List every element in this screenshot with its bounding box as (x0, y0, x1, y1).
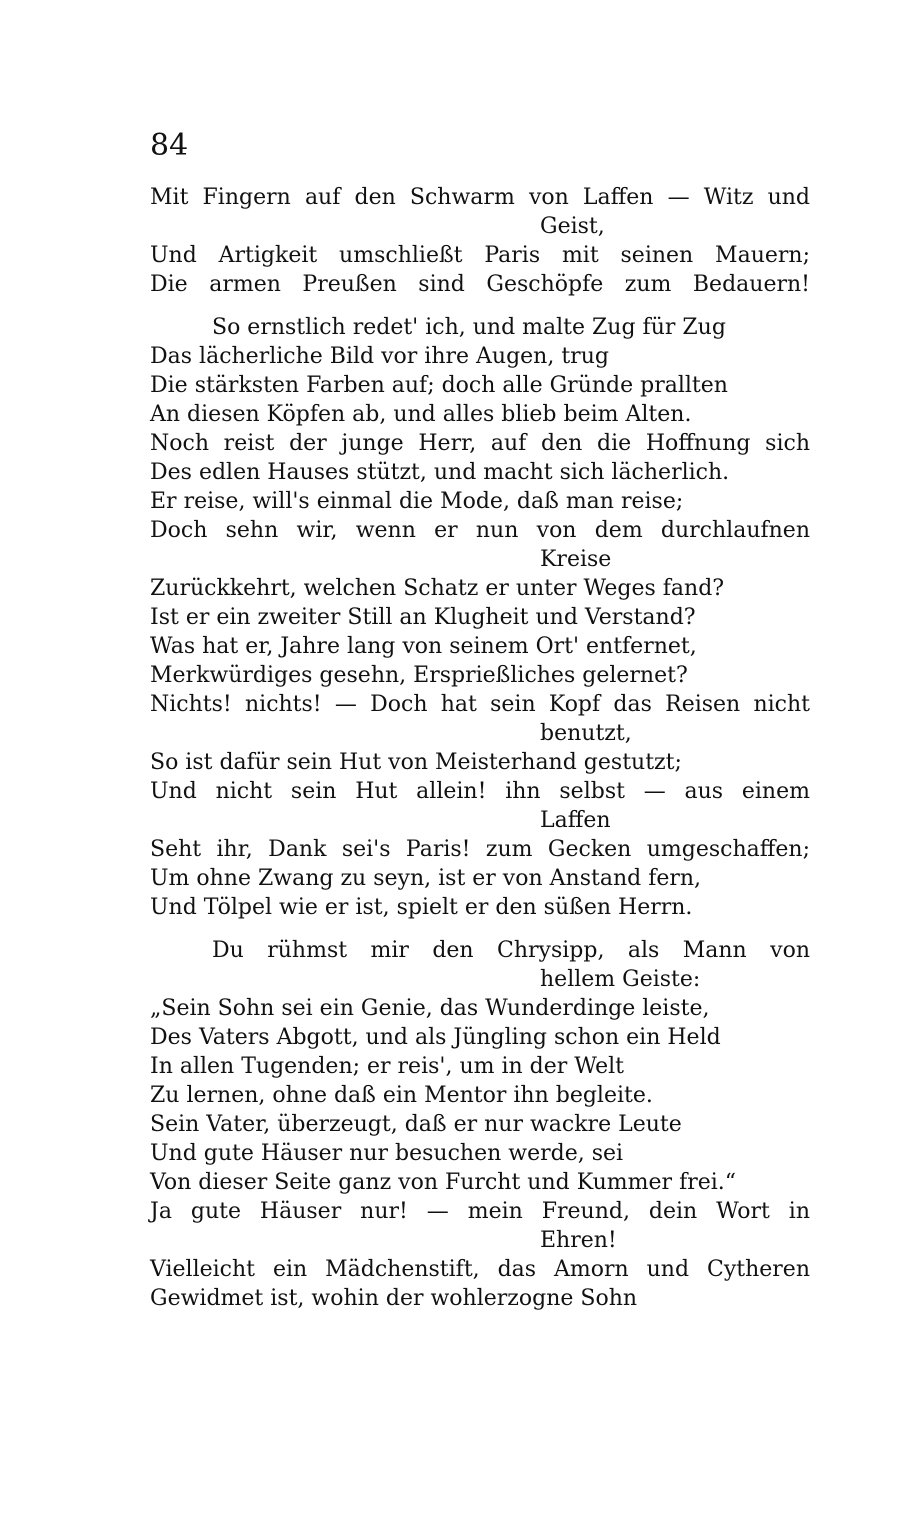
verse-line: Noch reist der junge Herr, auf den die Hoffnung sich (150, 431, 810, 456)
verse-line: Des edlen Hauses stützt, und macht sich lächerlich. (150, 460, 730, 485)
verse-line: Und Tölpel wie er ist, spielt er den süßen Herrn. (150, 895, 693, 920)
verse-line: An diesen Köpfen ab, und alles blieb beim Alten. (150, 402, 692, 427)
verse-line: Nichts! nichts! — Doch hat sein Kopf das Reisen nicht (150, 692, 810, 717)
verse-line: Ja gute Häuser nur! — mein Freund, dein Wort in (150, 1199, 810, 1224)
verse-line: Das lächerliche Bild vor ihre Augen, trug (150, 344, 609, 369)
stanza-gap (150, 299, 810, 313)
verse-line: Vielleicht ein Mädchenstift, das Amorn und Cytheren (150, 1257, 810, 1282)
verse-line: Seht ihr, Dank sei's Paris! zum Gecken umgeschaffen; (150, 837, 810, 862)
page-number: 84 (150, 128, 189, 163)
verse-line: So ernstlich redet' ich, und malte Zug für Zug (212, 315, 726, 340)
verse-line: Und gute Häuser nur besuchen werde, sei (150, 1141, 624, 1166)
verse-line: Merkwürdiges gesehn, Ersprießliches gelernet? (150, 663, 688, 688)
verse-runover: hellem Geiste: (540, 967, 701, 992)
verse-line: Du rühmst mir den Chrysipp, als Mann von (212, 938, 810, 963)
stanza-gap (150, 922, 810, 936)
verse-line: „Sein Sohn sei ein Genie, das Wunderdinge leiste, (150, 996, 710, 1021)
verse-line: Die armen Preußen sind Geschöpfe zum Bedauern! (150, 272, 810, 297)
verse-runover: Kreise (540, 547, 612, 572)
verse-line: Und nicht sein Hut allein! ihn selbst — aus einem (150, 779, 810, 804)
verse-line: Gewidmet ist, wohin der wohlerzogne Sohn (150, 1286, 638, 1311)
verse-line: Die stärksten Farben auf; doch alle Gründe prallten (150, 373, 728, 398)
verse-runover: benutzt, (540, 721, 632, 746)
verse-line: Ist er ein zweiter Still an Klugheit und Verstand? (150, 605, 696, 630)
verse-runover: Laffen (540, 808, 611, 833)
verse-line: So ist dafür sein Hut von Meisterhand gestutzt; (150, 750, 682, 775)
poem-text (150, 183, 810, 1313)
verse-line: Was hat er, Jahre lang von seinem Ort' entfernet, (150, 634, 697, 659)
verse-line: Mit Fingern auf den Schwarm von Laffen — Witz und (150, 185, 810, 210)
verse-line: Er reise, will's einmal die Mode, daß man reise; (150, 489, 684, 514)
verse-runover: Ehren! (540, 1228, 617, 1253)
verse-runover: Geist, (540, 214, 605, 239)
verse-line: Zu lernen, ohne daß ein Mentor ihn begleite. (150, 1083, 653, 1108)
verse-line: Doch sehn wir, wenn er nun von dem durchlaufnen (150, 518, 810, 543)
verse-line: Zurückkehrt, welchen Schatz er unter Weges fand? (150, 576, 725, 601)
verse-line: Um ohne Zwang zu seyn, ist er von Anstand fern, (150, 866, 702, 891)
verse-line: Und Artigkeit umschließt Paris mit seinen Mauern; (150, 243, 810, 268)
verse-line: Sein Vater, überzeugt, daß er nur wackre Leute (150, 1112, 682, 1137)
verse-line: In allen Tugenden; er reis', um in der Welt (150, 1054, 624, 1079)
verse-line: Des Vaters Abgott, und als Jüngling schon ein Held (150, 1025, 721, 1050)
verse-line: Von dieser Seite ganz von Furcht und Kummer frei.“ (150, 1170, 737, 1195)
